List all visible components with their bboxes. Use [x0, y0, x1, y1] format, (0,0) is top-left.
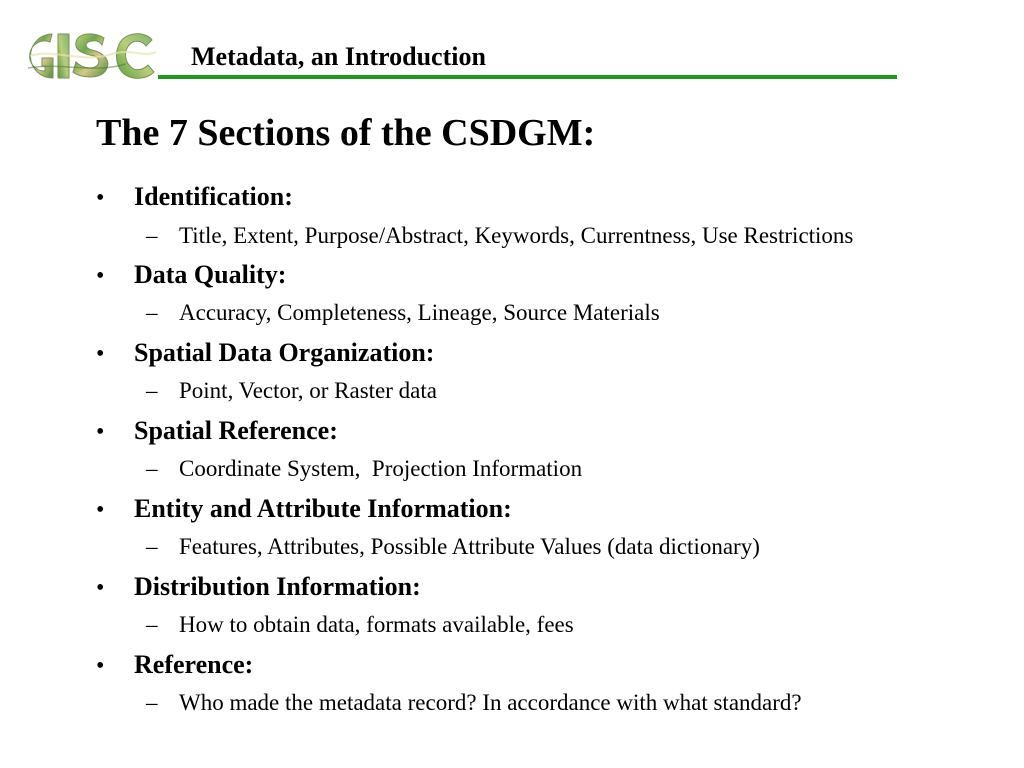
slide-title: The 7 Sections of the CSDGM:	[96, 112, 596, 154]
header-title: Metadata, an Introduction	[191, 42, 486, 71]
dash-icon: –	[146, 300, 158, 325]
section-detail: Accuracy, Completeness, Lineage, Source Materials	[179, 300, 660, 325]
section-detail: Who made the metadata record? In accordance with what standard?	[179, 690, 802, 715]
section-heading: Distribution Information:	[134, 572, 421, 601]
bullet-icon: •	[96, 653, 105, 679]
bullet-icon: •	[96, 185, 105, 211]
section-detail: Title, Extent, Purpose/Abstract, Keywords, Currentness, Use Restrictions	[179, 223, 854, 248]
section-heading: Data Quality:	[134, 260, 287, 289]
section-detail: Features, Attributes, Possible Attribute Values (data dictionary)	[179, 534, 760, 559]
section-heading: Spatial Data Organization:	[134, 338, 435, 367]
bullet-icon: •	[96, 263, 105, 289]
dash-icon: –	[146, 534, 158, 559]
dash-icon: –	[146, 690, 158, 715]
dash-icon: –	[146, 456, 158, 481]
bullet-icon: •	[96, 419, 105, 445]
dash-icon: –	[146, 223, 158, 248]
bullet-icon: •	[96, 575, 105, 601]
section-heading: Reference:	[134, 650, 254, 679]
bullet-icon: •	[96, 341, 105, 367]
dash-icon: –	[146, 612, 158, 637]
section-detail: Point, Vector, or Raster data	[179, 378, 437, 403]
section-heading: Identification:	[134, 182, 293, 211]
section-detail: How to obtain data, formats available, fees	[179, 612, 574, 637]
dash-icon: –	[146, 378, 158, 403]
section-heading: Entity and Attribute Information:	[134, 494, 512, 523]
bullet-icon: •	[96, 497, 105, 523]
section-heading: Spatial Reference:	[134, 416, 338, 445]
section-detail: Coordinate System, Projection Information	[179, 456, 583, 481]
